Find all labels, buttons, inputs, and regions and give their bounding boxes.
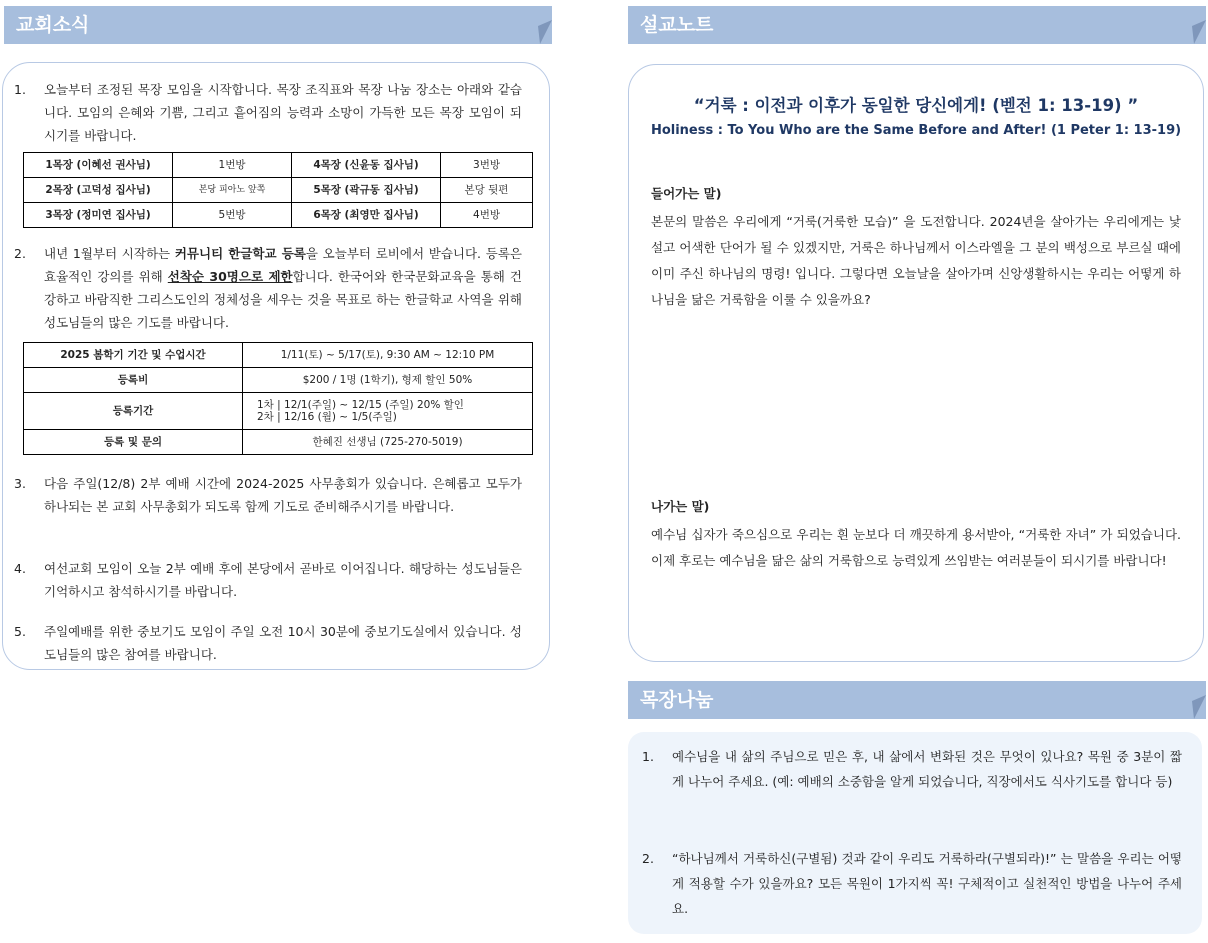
table-row xyxy=(24,203,533,228)
korean-school-table xyxy=(23,342,533,455)
table-row xyxy=(24,153,533,178)
news-item-text: 다음 주일(12/8) 2부 예배 시간에 2024-2025 사무총회가 있습니다. 은혜롭고 모두가 하나되는 본 교회 사무총회가 되도록 함께 기도로 준비해주시기를 바랍니다. xyxy=(44,476,522,514)
mokjang-sharing-banner xyxy=(628,681,1206,719)
intro-heading: 들어가는 말) xyxy=(651,186,722,201)
table-cell: 등록 및 문의 xyxy=(24,430,243,455)
table-cell: 1목장 (이혜선 권사님) xyxy=(24,153,173,178)
table-cell: 3목장 (정미연 집사님) xyxy=(24,203,173,228)
question-text: “하나님께서 거룩하신(구별됨) 것과 같이 우리도 거룩하라(구별되라)!” 는 말씀을 우리는 어떻게 적용할 수가 있을까요? 모든 목원이 1가지씩 꼭! 구체적이고 실천적인 방법을 나누어 주세요. xyxy=(672,851,1182,916)
question-number: 1. xyxy=(642,749,654,764)
church-news-banner xyxy=(4,6,552,44)
mokjang-sharing-title: 목장나눔 xyxy=(640,689,714,711)
table-cell: 3번방 xyxy=(441,153,533,178)
news-item-number: 4. xyxy=(14,561,26,576)
banner-fold-decoration xyxy=(1182,681,1206,719)
table-row xyxy=(24,368,533,393)
table-cell: 한혜진 선생님 (725-270-5019) xyxy=(243,430,533,455)
sermon-note-banner xyxy=(628,6,1206,44)
table-cell: 등록기간 xyxy=(24,393,243,430)
news-item-number: 5. xyxy=(14,624,26,639)
table-cell: 본당 뒷편 xyxy=(441,178,533,203)
table-cell: 본당 피아노 앞쪽 xyxy=(173,178,292,203)
news-item-number: 3. xyxy=(14,476,26,491)
sermon-note-title: 설교노트 xyxy=(640,14,714,36)
table-cell: 6목장 (최영만 집사님) xyxy=(292,203,441,228)
church-news-title: 교회소식 xyxy=(16,14,90,36)
table-cell: 4목장 (신윤동 집사님) xyxy=(292,153,441,178)
table-row xyxy=(24,178,533,203)
news-item-text: 주일예배를 위한 중보기도 모임이 주일 오전 10시 30분에 중보기도실에서 있습니다. 성도님들의 많은 참여를 바랍니다. xyxy=(44,624,522,662)
news-item-text: 여선교회 모임이 오늘 2부 예배 후에 본당에서 곧바로 이어집니다. 해당하는 성도님들은 기억하시고 참석하시기를 바랍니다. xyxy=(44,561,522,599)
news-item-text: 오늘부터 조정된 목장 모임을 시작합니다. 목장 조직표와 목장 나눔 장소는 아래와 같습니다. 모임의 은혜와 기쁨, 그리고 흩어짐의 능력과 소망이 가득한 모든 목장 모임이 되시기를 바랍니다. xyxy=(44,82,522,143)
banner-fold-decoration xyxy=(1182,6,1206,44)
table-cell: 4번방 xyxy=(441,203,533,228)
table-row xyxy=(24,393,533,430)
table-cell: 1/11(토) ~ 5/17(토), 9:30 AM ~ 12:10 PM xyxy=(243,343,533,368)
question-number: 2. xyxy=(642,851,654,866)
outro-text: 예수님 십자가 죽으심으로 우리는 흰 눈보다 더 깨끗하게 용서받아, “거룩한 자녀” 가 되었습니다. 이제 후로는 예수님을 닮은 삶의 거룩함으로 능력있게 쓰임받는 여러분들이 되시기를 바랍니다! xyxy=(651,527,1181,568)
question-text: 예수님을 내 삶의 주님으로 믿은 후, 내 삶에서 변화된 것은 무엇이 있나요? 목원 중 3분이 짧게 나누어 주세요. (예: 예배의 소중함을 알게 되었습니다, 직장에서도 식사기도를 합니다 등) xyxy=(672,749,1182,789)
news-item-text: 내년 1월부터 시작하는 커뮤니티 한글학교 등록을 오늘부터 로비에서 받습니다. 등록은 효율적인 강의를 위해 선착순 30명으로 제한합니다. 한국어와 한국문화교육을 통해 건강하고 바람직한 그리스도인의 정체성을 세우는 것을 목표로 하는 한글학교 사역을 위해 성도님들의 많은 기도를 바랍니다. xyxy=(44,246,522,330)
table-cell: 5목장 (곽규동 집사님) xyxy=(292,178,441,203)
banner-fold-decoration xyxy=(528,6,552,44)
table-cell: 2목장 (고덕성 집사님) xyxy=(24,178,173,203)
table-cell: 1차 | 12/1(주일) ~ 12/15 (주일) 20% 할인 2차 | 12/16 (월) ~ 1/5(주일) xyxy=(243,393,533,430)
sermon-title: “거룩 : 이전과 이후가 동일한 당신에게! (벧전 1: 13-19) ” xyxy=(693,96,1139,115)
news-item-number: 1. xyxy=(14,82,26,97)
table-row xyxy=(24,430,533,455)
table-cell: $200 / 1명 (1학기), 형제 할인 50% xyxy=(243,368,533,393)
sermon-subtitle: Holiness : To You Who are the Same Before and After! (1 Peter 1: 13-19) xyxy=(650,123,1182,138)
intro-text: 본문의 말씀은 우리에게 “거룩(거룩한 모습)” 을 도전합니다. 2024년을 살아가는 우리에게는 낯설고 어색한 단어가 될 수 있겠지만, 거룩은 하나님께서 이스라엘을 그 분의 백성으로 부르실 때에 이미 주신 하나님의 명령! 입니다. 그렇다면 오늘날을 살아가며 신앙생활하시는 우리는 어떻게 하나님을 닮은 거룩함을 이룰 수 있을까요? xyxy=(651,214,1181,307)
mokjang-assignment-table xyxy=(23,152,533,228)
table-cell: 5번방 xyxy=(173,203,292,228)
table-cell: 1번방 xyxy=(173,153,292,178)
outro-heading: 나가는 말) xyxy=(651,499,710,514)
news-item-number: 2. xyxy=(14,246,26,261)
table-cell: 2025 봄학기 기간 및 수업시간 xyxy=(24,343,243,368)
table-cell: 등록비 xyxy=(24,368,243,393)
table-row xyxy=(24,343,533,368)
